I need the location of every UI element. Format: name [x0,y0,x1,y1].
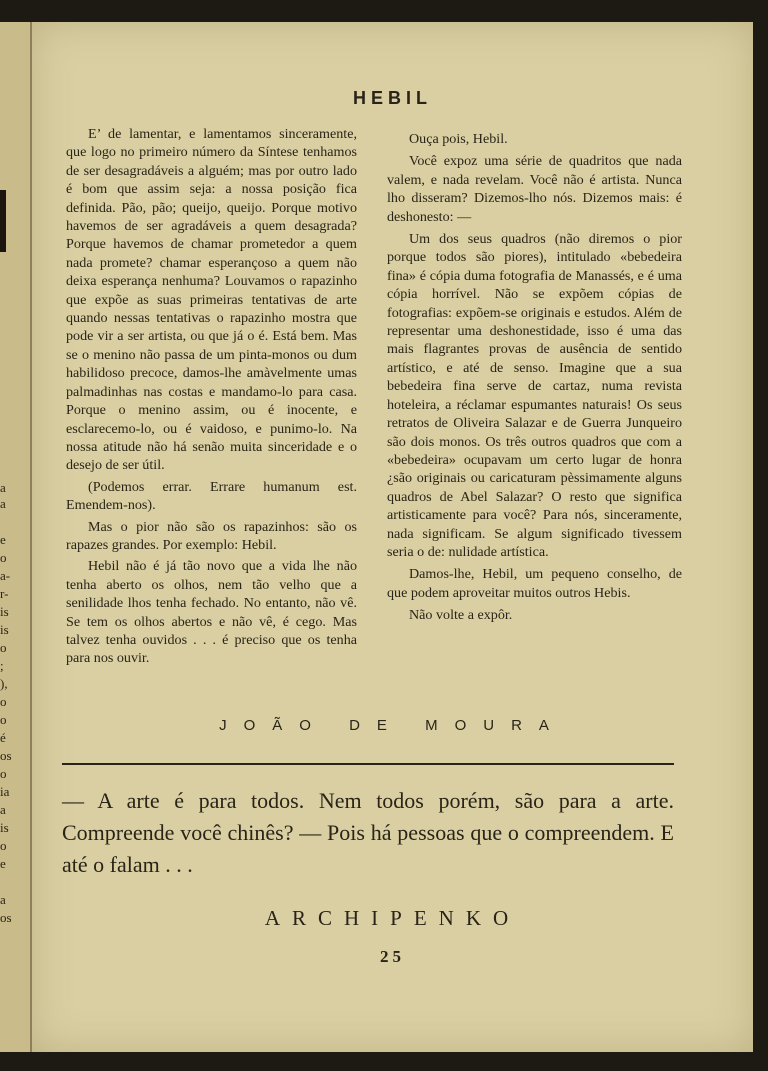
margin-fragment: is [0,604,9,619]
margin-fragment: ia [0,784,10,799]
archipenko-quote: — A arte é para todos. Nem todos porém, são para a arte. Compreende você chinês? — Pois há pessoas que o compreendem. E até o falam . . . [62,788,674,877]
margin-fragment: o [0,694,7,709]
margin-fragment: a [0,802,6,817]
page-number: 25 [380,947,405,966]
margin-fragment: a [0,480,6,495]
margin-fragment: a [0,892,6,907]
margin-fragment: ), [0,676,8,691]
paragraph-rapazes: Mas o pior não são os rapazinhos: são os rapazes grandes. Por exemplo: Hebil. [66,518,357,553]
margin-fragment: r- [0,586,9,601]
page-tab-mark [0,190,6,252]
paragraph-ouca: Ouça pois, Hebil. [409,131,508,147]
margin-fragment: a- [0,568,11,583]
paragraph-errare: (Podemos errar. Errare humanum est. Emendem-nos). [66,478,357,514]
adjacent-page-strip [0,22,32,1052]
margin-fragment: o [0,838,7,853]
margin-fragment: o [0,550,7,565]
paragraph-nao-volte: Não volte a expôr. [409,607,513,624]
margin-fragment: os [0,748,12,763]
paragraph-intro: E’ de lamentar, e lamentamos sinceramente, que logo no primeiro número da Síntese tenhamos de ser desagradáveis a alguém; mas por outro lado é bom que assim seja: a nossa posição fica definida. Pão, pão; queijo, queijo. Porque motivo havemos de ser agradáveis a quem desagrada? Porque havemos de chamar prometedor a quem nada promete? chamar esperançoso a quem não deixa esperança nenhuma? Louvamos o rapazinho que expõe as suas primeiras tentativas de arte quando nessas tentativas o rapazinho mostra que pode vir a ser artista, ou que já o é. Está bem. Mas se o menino não passa de um pinta-monos ou dum habilidoso precoce, damos-lhe amàvelmente umas palmadinhas nas costas e mandamo-lo para casa. Porque o menino assim, ou é inocente, e esclarecemo-lo, ou é vaidoso, e punimo-lo. Na nossa atitude não há senão muita sinceridade e o desejo de ser útil. [66,126,357,474]
margin-fragment: é [0,730,6,745]
article-author: JOÃO DE MOURA [219,717,566,734]
margin-fragment: o [0,766,7,781]
margin-fragment: a [0,496,6,511]
margin-fragment: e [0,856,6,871]
paragraph-conselho: Damos-lhe, Hebil, um pequeno conselho, de que podem aproveitar muitos outros Hebis. [387,566,682,601]
section-divider [62,763,674,765]
paragraph-hebil: Hebil não é já tão novo que a vida lhe não tenha aberto os olhos, nem tão velho que a senilidade lhos tenha fechado. No entanto, não vê. Se tem os olhos abertos e não vê, é cego. Mas talvez tenha ouvidos . . . é preciso que os tenha para nos ouvir. [66,558,357,667]
margin-fragment: is [0,622,9,637]
margin-fragment: o [0,640,7,655]
paragraph-copia: Um dos seus quadros (não diremos o pior porque todos são piores), intitulado «bebedeira fina» é cópia duma fotografia de Manassés, e é uma cópia horrível. Não se expõem cópias de fotografias: expõem-se originais e estudos. Além de representar uma deshonestidade, isso é uma das mais flagrantes provas de ausência de sentido artístico, e até de senso. Imagine que a sua bebedeira fina serve de cartaz, numa revista hoteleira, a réclamar espumantes naturais! Os seus retratos de Oliveira Salazar e de Guerra Junqueiro são dois monos. Os três outros quadros que com a «bebedeira» ocupavam um certo lugar de honra ¿são originais ou caricaturam pèssimamente alguns quadros de Abel Salazar? O resto que significa artisticamente para você? Para nós, sinceramente, nada significam. Se algum significado tivessem seria o de: nulidade artística. [387,231,682,560]
margin-fragment: is [0,820,9,835]
margin-fragment: e [0,532,6,547]
quote-author: ARCHIPENKO [264,906,521,930]
margin-fragment: ; [0,658,4,673]
left-column [66,125,357,668]
paragraph-quadritos: Você expoz uma série de quadritos que nada valem, e nada revelam. Você não é artista. Nunca lho disseram? Dizemos-lho nós. Dizemos mais: é deshonesto: — [387,153,682,225]
margin-fragment: os [0,910,12,925]
margin-fragment: o [0,712,7,727]
magazine-page [32,22,753,1052]
right-column [387,130,682,629]
article-title: HEBIL [353,88,432,108]
